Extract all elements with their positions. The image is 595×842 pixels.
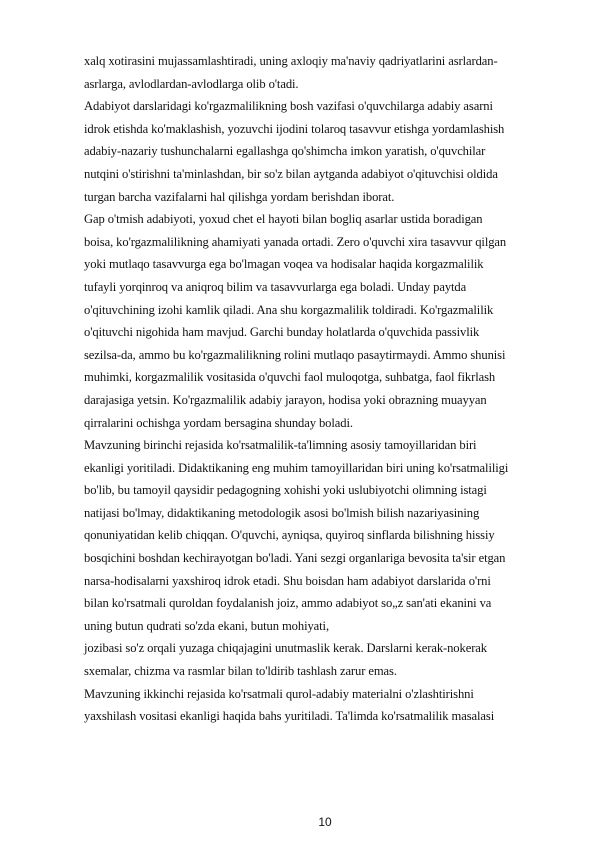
text-line: jozibasi so'z orqali yuzaga chiqajagini unutmaslik kerak. Darslarni kerak-nokerak xyxy=(84,641,487,656)
page-number: 10 xyxy=(318,815,332,829)
text-line: qirralarini ochishga yordam bersagina shunday boladi. xyxy=(84,415,353,430)
text-line: turgan barcha vazifalarni hal qilishga yordam berishdan iborat. xyxy=(84,189,395,204)
text-line: bo'lib, bu tamoyil qaysidir pedagogning xohishi yoki uslubiyotchi olimning istagi xyxy=(84,483,487,498)
text-line: adabiy-nazariy tushunchalarni egallashga qo'shimcha imkon yaratish, o'quvchilar xyxy=(84,144,486,159)
text-line: Gap o'tmish adabiyoti, yoxud chet el hayoti bilan bogliq asarlar ustida boradigan xyxy=(84,212,483,227)
text-line: qonuniyatidan kelib chiqqan. O'quvchi, ayniqsa, quyiroq sinflarda bilishning hissiy xyxy=(84,528,495,543)
text-line: bilan ko'rsatmali quroldan foydalanish joiz, ammo adabiyot so„z san'ati ekanini va xyxy=(84,596,492,611)
text-line: Mavzuning birinchi rejasida ko'rsatmalilik-ta'limning asosiy tamoyillaridan biri xyxy=(84,438,477,453)
text-line: xalq xotirasini mujassamlashtiradi, uning axloqiy ma'naviy qadriyatlarini asrlardan- xyxy=(84,54,498,68)
text-line: boisa, ko'rgazmalilikning ahamiyati yanada ortadi. Zero o'quvchi xira tasavvur qilgan xyxy=(84,234,507,249)
text-line: tufayli yorqinroq va aniqroq bilim va tasavvurlarga ega boladi. Unday paytda xyxy=(84,279,467,294)
text-line: o'qituvchining izohi kamlik qiladi. Ana shu korgazmalilik toldiradi. Ko'rgazmalilik xyxy=(84,302,494,317)
text-line: muhimki, korgazmalilik vositasida o'quvchi faol muloqotga, suhbatga, faol fikrlash xyxy=(84,370,496,385)
text-line: yaxshilash vositasi ekanligi haqida bahs yuritiladi. Ta'limda ko'rsatmalilik masalasi xyxy=(84,709,495,724)
text-line: Adabiyot darslaridagi ko'rgazmalilikning bosh vazifasi o'quvchilarga adabiy asarni xyxy=(84,99,493,114)
text-line: o'qituvchi nigohida ham mavjud. Garchi bunday holatlarda o'quvchida passivlik xyxy=(84,325,480,340)
text-line: Mavzuning ikkinchi rejasida ko'rsatmali qurol-adabiy materialni o'zlashtirishni xyxy=(84,686,474,701)
text-line: asrlarga, avlodlardan-avlodlarga olib o'tadi. xyxy=(84,76,299,91)
text-line: yoki mutlaqo tasavvurga ega bo'lmagan voqea va hodisalar haqida korgazmalilik xyxy=(84,257,484,272)
text-line: ekanligi yoritiladi. Didaktikaning eng muhim tamoyillaridan biri uning ko'rsatmaliligi xyxy=(84,460,509,475)
text-line: nutqini o'stirishni ta'minlashdan, bir so'z bilan aytganda adabiyot o'qituvchisi oldida xyxy=(84,166,498,181)
text-line: bosqichini boshdan kechirayotgan bo'ladi. Yani sezgi organlariga bevosita ta'sir etgan xyxy=(84,551,506,566)
text-line: narsa-hodisalarni yaxshiroq idrok etadi. Shu boisdan ham adabiyot darslarida o'rni xyxy=(84,573,491,588)
body-text xyxy=(84,50,544,728)
text-line: sxemalar, chizma va rasmlar bilan to'ldirib tashlash zarur emas. xyxy=(84,664,397,679)
text-line: darajasiga yetsin. Ko'rgazmalilik adabiy jarayon, hodisa yoki obrazning muayyan xyxy=(84,392,487,407)
text-line: natijasi bo'lmay, didaktikaning metodologik asosi bo'lmish bilish nazariyasining xyxy=(84,505,480,520)
text-line: sezilsa-da, ammo bu ko'rgazmalilikning rolini mutlaqo pasaytirmaydi. Ammo shunisi xyxy=(84,347,506,362)
text-line: uning butun qudrati so'zda ekani, butun mohiyati, xyxy=(84,618,330,633)
text-line: idrok etishda ko'maklashish, yozuvchi ijodini tolaroq tasavvur etishga yordamlashish xyxy=(84,121,505,136)
